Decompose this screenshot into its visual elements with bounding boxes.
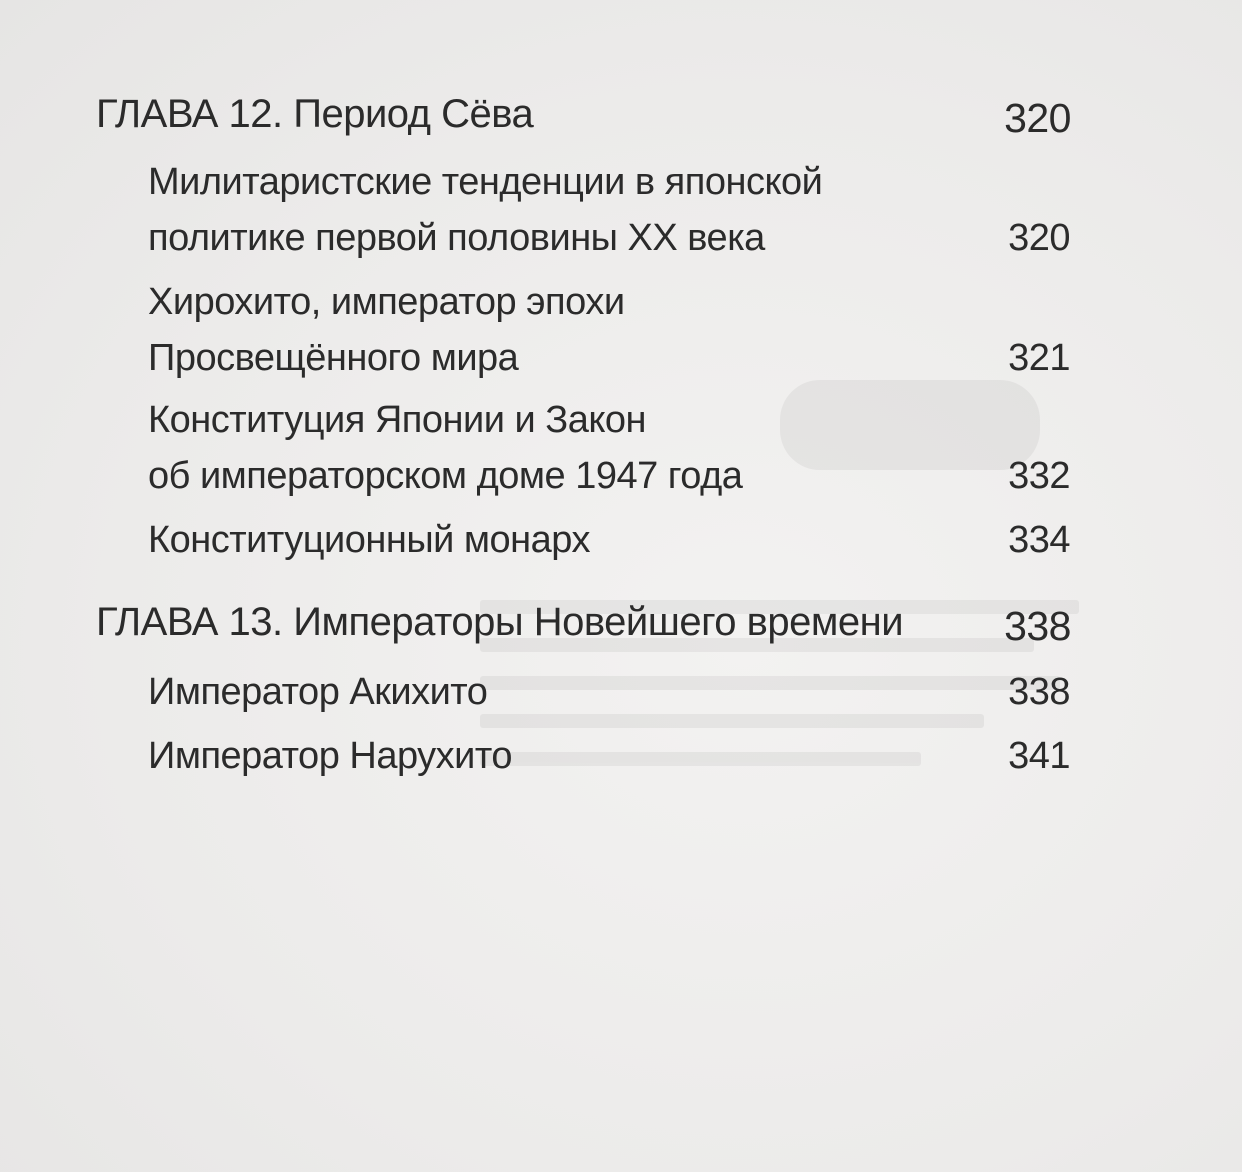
chapter-13-heading (96, 600, 1071, 650)
chapter-title: ГЛАВА 13. Императоры Новейшего времени (96, 600, 904, 644)
entry-title-line-2: политике первой половины XX века (148, 217, 765, 259)
chapter-page-number: 320 (1004, 95, 1071, 141)
entry-page-number: 320 (1008, 217, 1070, 259)
toc-entry (148, 274, 1070, 386)
toc-entry (148, 154, 1070, 266)
toc-entry (148, 392, 1070, 504)
chapter-title: ГЛАВА 12. Период Сёва (96, 92, 534, 136)
entry-title-line-2: об императорском доме 1947 года (148, 455, 743, 497)
entry-page-number: 332 (1008, 455, 1070, 497)
toc-entry (148, 728, 1070, 784)
entry-title-line-2: Просвещённого мира (148, 337, 519, 379)
toc-entry (148, 664, 1070, 720)
chapter-12-heading (96, 92, 1071, 142)
entry-page-number: 341 (1008, 735, 1070, 777)
entry-title-line-1: Император Акихито (148, 671, 488, 713)
toc-entry (148, 512, 1070, 568)
chapter-page-number: 338 (1004, 603, 1071, 649)
entry-page-number: 321 (1008, 337, 1070, 379)
entry-page-number: 338 (1008, 671, 1070, 713)
entry-title-line-1: Конституция Японии и Закон (148, 399, 647, 441)
entry-title-line-1: Конституционный монарх (148, 519, 590, 561)
entry-title-line-1: Император Нарухито (148, 735, 513, 777)
entry-title-line-1: Хирохито, император эпохи (148, 281, 625, 323)
entry-title-line-1: Милитаристские тенденции в японской (148, 161, 823, 203)
entry-page-number: 334 (1008, 519, 1070, 561)
